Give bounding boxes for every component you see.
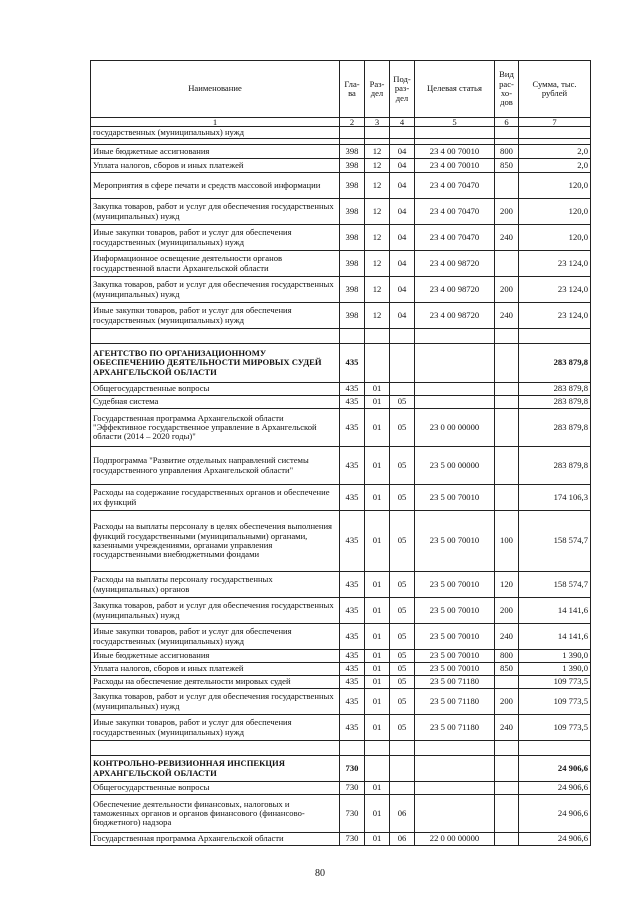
table-row: [91, 676, 591, 689]
spacer-cell: [91, 741, 340, 756]
row-target: 23 5 00 70010: [415, 511, 495, 572]
row-razdel: 01: [365, 383, 390, 396]
row-podrazdel: 05: [390, 447, 415, 485]
row-target: [415, 795, 495, 833]
row-glava: 435: [340, 447, 365, 485]
row-name: Информационное освещение деятельности органов государственной власти Архангельской области: [91, 251, 340, 277]
row-vid: 200: [495, 199, 519, 225]
row-vid: 200: [495, 689, 519, 715]
row-target: [415, 396, 495, 409]
spacer-cell: [415, 329, 495, 344]
table-row: [91, 447, 591, 485]
row-razdel: 01: [365, 689, 390, 715]
table-row: [91, 624, 591, 650]
row-target: 23 4 00 98720: [415, 303, 495, 329]
table-row: [91, 511, 591, 572]
row-razdel: 01: [365, 676, 390, 689]
row-vid: [495, 344, 519, 383]
row-podrazdel: [390, 756, 415, 782]
row-sum: 1 390,0: [519, 663, 591, 676]
table-row: [91, 598, 591, 624]
col-number: 6: [495, 118, 519, 127]
row-name: Иные закупки товаров, работ и услуг для обеспечения государственных (муниципальных) нужд: [91, 303, 340, 329]
table-row: [91, 145, 591, 159]
row-vid: [495, 383, 519, 396]
row-target: 23 5 00 71180: [415, 715, 495, 741]
row-name: Закупка товаров, работ и услуг для обеспечения государственных (муниципальных) нужд: [91, 277, 340, 303]
row-sum: 283 879,8: [519, 409, 591, 447]
row-sum: 1 390,0: [519, 650, 591, 663]
spacer-cell: [365, 741, 390, 756]
budget-table: [90, 60, 591, 846]
table-row: [91, 409, 591, 447]
row-name: КОНТРОЛЬНО-РЕВИЗИОННАЯ ИНСПЕКЦИЯ АРХАНГЕЛЬСКОЙ ОБЛАСТИ: [91, 756, 340, 782]
row-glava: 435: [340, 676, 365, 689]
row-target: 23 5 00 71180: [415, 676, 495, 689]
row-glava: 435: [340, 396, 365, 409]
row-name: Уплата налогов, сборов и иных платежей: [91, 159, 340, 173]
row-target: 23 5 00 70010: [415, 650, 495, 663]
spacer-cell: [495, 329, 519, 344]
row-podrazdel: 05: [390, 511, 415, 572]
table-header: [91, 61, 591, 127]
col-number: 4: [390, 118, 415, 127]
header-name: Наименование: [91, 61, 340, 118]
row-target: 23 4 00 70470: [415, 173, 495, 199]
row-sum: 283 879,8: [519, 447, 591, 485]
row-podrazdel: 05: [390, 598, 415, 624]
row-razdel: 01: [365, 447, 390, 485]
table-row: [91, 251, 591, 277]
row-razdel: 01: [365, 624, 390, 650]
row-sum: 24 906,6: [519, 833, 591, 846]
row-podrazdel: 04: [390, 303, 415, 329]
row-sum: 120,0: [519, 173, 591, 199]
row-target: 23 4 00 98720: [415, 251, 495, 277]
row-target: [415, 782, 495, 795]
row-target: 23 4 00 70470: [415, 199, 495, 225]
row-razdel: 01: [365, 650, 390, 663]
row-target: 23 5 00 70010: [415, 598, 495, 624]
col-number: 3: [365, 118, 390, 127]
table-row: [91, 782, 591, 795]
row-vid: 850: [495, 159, 519, 173]
row-name: государственных (муниципальных) нужд: [91, 127, 340, 139]
row-podrazdel: [390, 127, 415, 139]
row-vid: [495, 756, 519, 782]
row-vid: 850: [495, 663, 519, 676]
row-sum: 283 879,8: [519, 383, 591, 396]
row-glava: 435: [340, 344, 365, 383]
row-sum: 14 141,6: [519, 624, 591, 650]
row-name: Уплата налогов, сборов и иных платежей: [91, 663, 340, 676]
row-razdel: 12: [365, 173, 390, 199]
row-razdel: [365, 344, 390, 383]
row-target: 23 4 00 98720: [415, 277, 495, 303]
row-sum: 109 773,5: [519, 676, 591, 689]
row-name: Иные бюджетные ассигнования: [91, 650, 340, 663]
row-sum: 23 124,0: [519, 303, 591, 329]
row-vid: 240: [495, 715, 519, 741]
row-glava: 398: [340, 225, 365, 251]
row-podrazdel: 05: [390, 676, 415, 689]
section-row: [91, 344, 591, 383]
row-vid: [495, 676, 519, 689]
row-vid: 240: [495, 303, 519, 329]
table-row: [91, 795, 591, 833]
page-number: 80: [315, 868, 325, 879]
row-razdel: 01: [365, 782, 390, 795]
table-row: [91, 159, 591, 173]
row-target: 23 5 00 70010: [415, 485, 495, 511]
row-target: 23 5 00 70010: [415, 663, 495, 676]
spacer-cell: [519, 741, 591, 756]
row-name: Государственная программа Архангельской области "Эффективное государственное управление в Архангельской области (2014 – 2020 годы)": [91, 409, 340, 447]
col-number: 2: [340, 118, 365, 127]
row-glava: 398: [340, 159, 365, 173]
row-podrazdel: 04: [390, 225, 415, 251]
table-row: [91, 715, 591, 741]
row-vid: 240: [495, 624, 519, 650]
row-razdel: 01: [365, 663, 390, 676]
col-number: 7: [519, 118, 591, 127]
row-vid: 800: [495, 145, 519, 159]
row-podrazdel: [390, 782, 415, 795]
row-target: 23 5 00 70010: [415, 572, 495, 598]
row-vid: 800: [495, 650, 519, 663]
row-podrazdel: 06: [390, 795, 415, 833]
row-razdel: 01: [365, 572, 390, 598]
row-target: 23 5 00 70010: [415, 624, 495, 650]
row-podrazdel: 05: [390, 663, 415, 676]
row-target: [415, 756, 495, 782]
header-target: Целевая статья: [415, 61, 495, 118]
row-vid: [495, 127, 519, 139]
row-razdel: 01: [365, 409, 390, 447]
table-row: [91, 833, 591, 846]
row-vid: [495, 782, 519, 795]
row-name: Закупка товаров, работ и услуг для обеспечения государственных (муниципальных) нужд: [91, 598, 340, 624]
row-razdel: 01: [365, 485, 390, 511]
row-glava: 398: [340, 145, 365, 159]
row-sum: 158 574,7: [519, 511, 591, 572]
row-vid: 100: [495, 511, 519, 572]
row-podrazdel: 05: [390, 689, 415, 715]
row-razdel: 12: [365, 145, 390, 159]
row-name: Расходы на выплаты персоналу в целях обеспечения выполнения функций государственными (муниципальными) органами, казенными учреждениями, органами управления государственными внебюджетными фондами: [91, 511, 340, 572]
row-target: 23 5 00 71180: [415, 689, 495, 715]
row-glava: 435: [340, 689, 365, 715]
row-vid: [495, 447, 519, 485]
row-sum: 24 906,6: [519, 756, 591, 782]
row-vid: [495, 833, 519, 846]
row-glava: 730: [340, 795, 365, 833]
table-row: [91, 650, 591, 663]
row-vid: [495, 173, 519, 199]
row-razdel: [365, 127, 390, 139]
header-sum: Сумма, тыс. рублей: [519, 61, 591, 118]
row-vid: 200: [495, 598, 519, 624]
row-target: 23 4 00 70010: [415, 145, 495, 159]
col-number: 5: [415, 118, 495, 127]
table-row: [91, 303, 591, 329]
spacer-cell: [390, 329, 415, 344]
row-razdel: 12: [365, 159, 390, 173]
row-glava: 435: [340, 511, 365, 572]
row-glava: 730: [340, 756, 365, 782]
row-podrazdel: 04: [390, 159, 415, 173]
row-glava: 398: [340, 173, 365, 199]
row-name: Закупка товаров, работ и услуг для обеспечения государственных (муниципальных) нужд: [91, 199, 340, 225]
table-row: [91, 199, 591, 225]
table-row: [91, 485, 591, 511]
row-glava: 435: [340, 572, 365, 598]
row-razdel: 01: [365, 715, 390, 741]
row-podrazdel: [390, 383, 415, 396]
row-name: Иные бюджетные ассигнования: [91, 145, 340, 159]
row-sum: 120,0: [519, 199, 591, 225]
row-vid: 120: [495, 572, 519, 598]
row-glava: 435: [340, 650, 365, 663]
spacer-row: [91, 741, 591, 756]
row-name: АГЕНТСТВО ПО ОРГАНИЗАЦИОННОМУ ОБЕСПЕЧЕНИЮ ДЕЯТЕЛЬНОСТИ МИРОВЫХ СУДЕЙ АРХАНГЕЛЬСКОЙ ОБЛАСТИ: [91, 344, 340, 383]
row-glava: 435: [340, 663, 365, 676]
table-row: [91, 663, 591, 676]
table-row: [91, 225, 591, 251]
row-sum: 109 773,5: [519, 715, 591, 741]
row-razdel: 01: [365, 833, 390, 846]
row-glava: 730: [340, 833, 365, 846]
row-name: Государственная программа Архангельской области: [91, 833, 340, 846]
row-razdel: [365, 756, 390, 782]
row-sum: 174 106,3: [519, 485, 591, 511]
row-name: Закупка товаров, работ и услуг для обеспечения государственных (муниципальных) нужд: [91, 689, 340, 715]
row-podrazdel: 05: [390, 409, 415, 447]
row-glava: 435: [340, 624, 365, 650]
row-sum: 24 906,6: [519, 782, 591, 795]
row-podrazdel: 06: [390, 833, 415, 846]
row-vid: 240: [495, 225, 519, 251]
row-name: Общегосударственные вопросы: [91, 383, 340, 396]
row-name: Расходы на обеспечение деятельности мировых судей: [91, 676, 340, 689]
row-target: [415, 344, 495, 383]
table-row: [91, 277, 591, 303]
row-sum: 14 141,6: [519, 598, 591, 624]
row-name: Иные закупки товаров, работ и услуг для обеспечения государственных (муниципальных) нужд: [91, 225, 340, 251]
spacer-cell: [519, 329, 591, 344]
spacer-cell: [495, 741, 519, 756]
row-razdel: 12: [365, 277, 390, 303]
header-glava: Гла-ва: [340, 61, 365, 118]
row-razdel: 01: [365, 511, 390, 572]
row-podrazdel: 04: [390, 173, 415, 199]
header-vid: Вид рас-хо-дов: [495, 61, 519, 118]
row-sum: 120,0: [519, 225, 591, 251]
row-podrazdel: 05: [390, 572, 415, 598]
row-name: Иные закупки товаров, работ и услуг для обеспечения государственных (муниципальных) нужд: [91, 715, 340, 741]
col-number: 1: [91, 118, 340, 127]
row-target: 23 5 00 00000: [415, 447, 495, 485]
row-name: Иные закупки товаров, работ и услуг для обеспечения государственных (муниципальных) нужд: [91, 624, 340, 650]
row-glava: 398: [340, 251, 365, 277]
row-podrazdel: 04: [390, 277, 415, 303]
row-razdel: 12: [365, 251, 390, 277]
column-numbers-row: [91, 118, 591, 127]
row-podrazdel: 04: [390, 145, 415, 159]
spacer-cell: [365, 329, 390, 344]
row-name: Судебная система: [91, 396, 340, 409]
header-razdel: Раз-дел: [365, 61, 390, 118]
row-sum: 2,0: [519, 145, 591, 159]
row-glava: 435: [340, 715, 365, 741]
spacer-cell: [340, 329, 365, 344]
row-sum: 158 574,7: [519, 572, 591, 598]
row-razdel: 01: [365, 598, 390, 624]
row-sum: 2,0: [519, 159, 591, 173]
row-name: Обеспечение деятельности финансовых, налоговых и таможенных органов и органов финансового (финансово-бюджетного) надзора: [91, 795, 340, 833]
row-sum: 24 906,6: [519, 795, 591, 833]
row-sum: 23 124,0: [519, 277, 591, 303]
spacer-cell: [340, 741, 365, 756]
table-row: [91, 173, 591, 199]
table-row: [91, 127, 591, 139]
row-glava: 435: [340, 383, 365, 396]
row-target: 22 0 00 00000: [415, 833, 495, 846]
section-row: [91, 756, 591, 782]
row-podrazdel: 05: [390, 624, 415, 650]
row-name: Подпрограмма "Развитие отдельных направлений системы государственного управления Архангельской области": [91, 447, 340, 485]
row-vid: [495, 795, 519, 833]
row-podrazdel: 04: [390, 251, 415, 277]
row-vid: [495, 251, 519, 277]
row-glava: [340, 127, 365, 139]
spacer-cell: [415, 741, 495, 756]
row-sum: [519, 127, 591, 139]
row-vid: [495, 409, 519, 447]
row-sum: 109 773,5: [519, 689, 591, 715]
row-podrazdel: 05: [390, 715, 415, 741]
row-target: [415, 127, 495, 139]
row-target: [415, 383, 495, 396]
row-glava: 398: [340, 199, 365, 225]
row-sum: 283 879,8: [519, 396, 591, 409]
row-glava: 730: [340, 782, 365, 795]
row-name: Расходы на выплаты персоналу государственных (муниципальных) органов: [91, 572, 340, 598]
row-name: Расходы на содержание государственных органов и обеспечение их функций: [91, 485, 340, 511]
row-vid: 200: [495, 277, 519, 303]
spacer-row: [91, 329, 591, 344]
row-podrazdel: 05: [390, 396, 415, 409]
row-sum: 23 124,0: [519, 251, 591, 277]
row-target: 23 4 00 70010: [415, 159, 495, 173]
row-razdel: 12: [365, 225, 390, 251]
row-razdel: 01: [365, 396, 390, 409]
row-glava: 435: [340, 598, 365, 624]
table-body: [91, 127, 591, 846]
row-sum: 283 879,8: [519, 344, 591, 383]
header-podrazdel: Под-раз-дел: [390, 61, 415, 118]
row-name: Общегосударственные вопросы: [91, 782, 340, 795]
spacer-cell: [91, 329, 340, 344]
table-row: [91, 383, 591, 396]
table-row: [91, 689, 591, 715]
table-row: [91, 396, 591, 409]
row-glava: 435: [340, 485, 365, 511]
row-podrazdel: 04: [390, 199, 415, 225]
row-podrazdel: 05: [390, 485, 415, 511]
row-podrazdel: 05: [390, 650, 415, 663]
table-row: [91, 572, 591, 598]
row-vid: [495, 396, 519, 409]
row-razdel: 01: [365, 795, 390, 833]
row-glava: 435: [340, 409, 365, 447]
row-glava: 398: [340, 303, 365, 329]
row-target: 23 4 00 70470: [415, 225, 495, 251]
row-name: Мероприятия в сфере печати и средств массовой информации: [91, 173, 340, 199]
row-vid: [495, 485, 519, 511]
row-podrazdel: [390, 344, 415, 383]
row-razdel: 12: [365, 199, 390, 225]
row-target: 23 0 00 00000: [415, 409, 495, 447]
row-glava: 398: [340, 277, 365, 303]
spacer-cell: [390, 741, 415, 756]
row-razdel: 12: [365, 303, 390, 329]
